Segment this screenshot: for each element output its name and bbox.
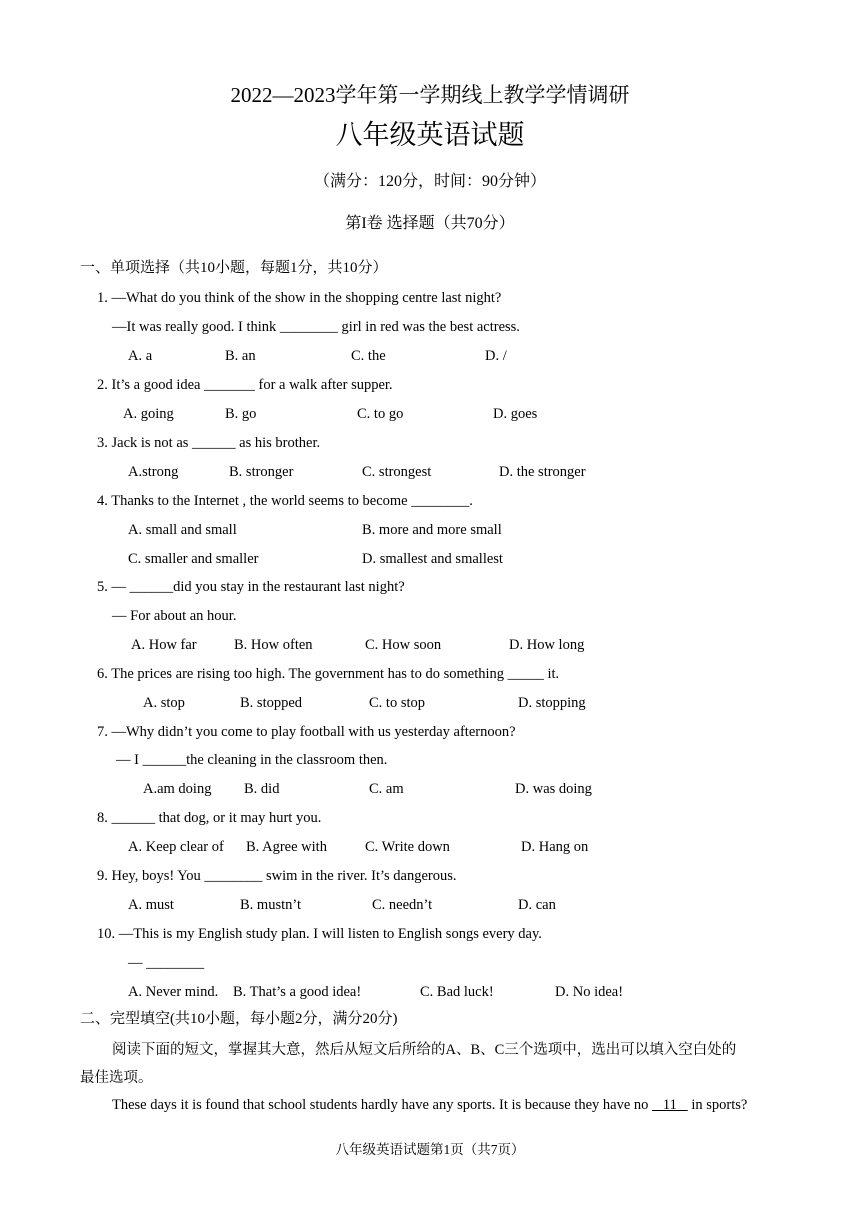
option-b: B. go: [225, 406, 257, 422]
question-line: 10. —This is my English study plan. I will listen to English songs every day.: [97, 926, 542, 942]
option-c: C. needn’t: [372, 897, 433, 913]
option-b: B. How often: [234, 637, 313, 653]
question-line: 4. Thanks to the Internet , the world seems to become ________.: [97, 493, 473, 509]
option-a: A. going: [123, 406, 174, 422]
option-c: C. to go: [357, 406, 404, 422]
option-c: C. Bad luck!: [420, 984, 494, 1000]
option-a: A. stop: [143, 695, 185, 711]
option-d: D. the stronger: [499, 464, 586, 480]
page-footer: 八年级英语试题第1页（共7页）: [335, 1142, 525, 1157]
question-line: 2. It’s a good idea _______ for a walk after supper.: [97, 377, 393, 393]
exam-title-line1: 2022—2023学年第一学期线上教学学情调研: [230, 83, 630, 107]
question-line: 3. Jack is not as ______ as his brother.: [97, 435, 321, 451]
option-c: C. How soon: [365, 637, 442, 653]
passage-text: These days it is found that school students hardly have any sports. It is because they have no: [112, 1097, 653, 1113]
option-a: A.am doing: [143, 781, 212, 797]
question-line: 7. —Why didn’t you come to play football with us yesterday afternoon?: [97, 724, 516, 740]
section1-heading: 一、单项选择（共10小题，每题1分，共10分）: [80, 260, 388, 276]
question-line: 5. — ______did you stay in the restaurant last night?: [97, 579, 405, 595]
question-line: —It was really good. I think ________ girl in red was the best actress.: [112, 319, 520, 335]
option-d: D. goes: [493, 406, 538, 422]
option-a: A. a: [128, 348, 153, 364]
option-b: B. stopped: [240, 695, 303, 711]
question-line: — For about an hour.: [112, 608, 237, 624]
section2-heading: 二、完型填空(共10小题，每小题2分，满分20分): [80, 1011, 398, 1027]
option-d: D. No idea!: [555, 984, 624, 1000]
option-d: D. /: [485, 348, 507, 364]
option-b: B. mustn’t: [240, 897, 301, 913]
option-c: C. am: [369, 781, 404, 797]
question-line: 9. Hey, boys! You ________ swim in the river. It’s dangerous.: [97, 868, 457, 884]
option-d: D. can: [518, 897, 556, 913]
passage-line: [112, 1095, 747, 1115]
option-c: C. Write down: [365, 839, 450, 855]
question-line: 1. —What do you think of the show in the shopping centre last night?: [97, 290, 502, 306]
question-line: 6. The prices are rising too high. The government has to do something _____ it.: [97, 666, 560, 682]
option-d: D. smallest and smallest: [362, 551, 503, 567]
passage-text-end: in sports?: [687, 1097, 748, 1113]
option-a: A. small and small: [128, 522, 237, 538]
option-d: D. was doing: [515, 781, 592, 797]
option-a: A. must: [128, 897, 174, 913]
option-b: B. stronger: [229, 464, 294, 480]
part-title: 第I卷 选择题（共70分）: [345, 215, 515, 232]
score-time-info: （满分：120分，时间：90分钟）: [313, 173, 546, 190]
section2-instruction: 阅读下面的短文，掌握其大意，然后从短文后所给的A、B、C三个选项中，选出可以填入空白处的: [112, 1042, 737, 1058]
exam-title-line2: 八年级英语试题: [335, 120, 525, 150]
option-a: A. Never mind.: [128, 984, 219, 1000]
option-a: A.strong: [128, 464, 179, 480]
option-d: D. How long: [509, 637, 585, 653]
option-a: A. Keep clear of: [128, 839, 224, 855]
option-b: B. That’s a good idea!: [233, 984, 362, 1000]
question-line: — ________: [128, 955, 205, 971]
option-d: D. Hang on: [521, 839, 589, 855]
option-c: C. smaller and smaller: [128, 551, 259, 567]
option-c: C. the: [351, 348, 386, 364]
option-b: B. more and more small: [362, 522, 502, 538]
section2-instruction-cont: 最佳选项。: [80, 1070, 153, 1086]
option-b: B. an: [225, 348, 256, 364]
blank-11: 11: [652, 1097, 688, 1113]
option-a: A. How far: [131, 637, 197, 653]
option-c: C. strongest: [362, 464, 432, 480]
option-c: C. to stop: [369, 695, 425, 711]
question-line: — I ______the cleaning in the classroom then.: [116, 752, 388, 768]
option-d: D. stopping: [518, 695, 586, 711]
option-b: B. Agree with: [246, 839, 327, 855]
question-line: 8. ______ that dog, or it may hurt you.: [97, 810, 322, 826]
option-b: B. did: [244, 781, 280, 797]
